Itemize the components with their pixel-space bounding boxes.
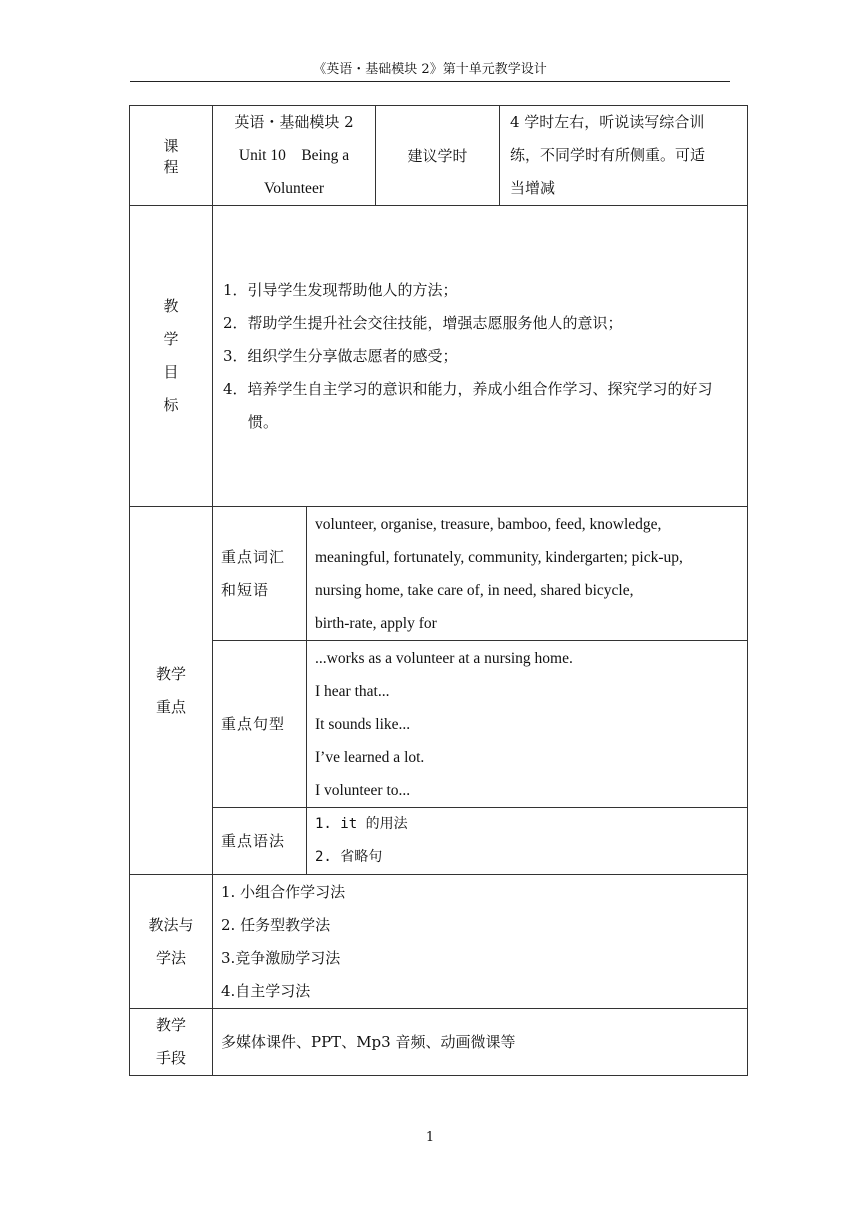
objective-item: 4．培养学生自主学习的意识和能力，养成小组合作学习、探究学习的好习惯。 [223, 379, 713, 431]
course-name [213, 106, 376, 206]
method-item: 3.竞争激励学习法 [221, 948, 341, 967]
key-points-label-line-1: 教学 [155, 664, 186, 683]
methods-label-line-1: 教法与 [148, 915, 194, 934]
objective-item: 2．帮助学生提升社会交往技能，增强志愿服务他人的意识； [223, 313, 623, 332]
hours-line-3: 当增减 [510, 179, 556, 197]
objectives-label-char-4: 标 [163, 396, 179, 414]
objective-item: 3．组织学生分享做志愿者的感受； [223, 346, 458, 365]
sentences-content [307, 641, 748, 808]
vocab-line: meaningful, fortunately, community, kindergarten; pick-up, [315, 548, 683, 566]
grammar-content [307, 808, 748, 875]
sentence-line: It sounds like... [315, 715, 411, 733]
lesson-plan-table [129, 105, 748, 1076]
page-header: 《英语・基础模块 2》第十单元教学设计 [313, 62, 547, 77]
objectives-content [213, 206, 748, 507]
grammar-line: 2. 省略句 [315, 849, 383, 865]
vocab-label [213, 507, 307, 641]
method-item: 2. 任务型教学法 [221, 915, 331, 934]
vocab-line: birth-rate, apply for [315, 614, 437, 632]
page-number: 1 [425, 1130, 435, 1145]
grammar-line: 1. it 的用法 [315, 816, 408, 832]
course-name-line-1: 英语・基础模块 2 [234, 113, 354, 131]
method-item: 1. 小组合作学习法 [221, 882, 346, 901]
vocab-content [307, 507, 748, 641]
course-row [130, 106, 748, 206]
grammar-label: 重点语法 [213, 808, 307, 875]
key-points-label-line-2: 重点 [155, 697, 186, 716]
methods-label [130, 875, 213, 1009]
objectives-list [223, 274, 735, 439]
key-points-label [130, 507, 213, 875]
hours-line-1: 4 学时左右，听说读写综合训 [510, 113, 705, 131]
grammar-row [130, 808, 748, 875]
sentences-label: 重点句型 [213, 641, 307, 808]
objectives-label-char-2: 学 [163, 330, 179, 348]
course-label: 课程 [130, 106, 213, 206]
methods-content [213, 875, 748, 1009]
methods-row [130, 875, 748, 1009]
objectives-label [130, 206, 213, 507]
sentence-line: I’ve learned a lot. [315, 748, 425, 766]
sentence-line: I volunteer to... [315, 781, 411, 799]
hours-value [500, 106, 748, 206]
vocab-line: volunteer, organise, treasure, bamboo, feed, knowledge, [315, 515, 662, 533]
methods-label-line-2: 学法 [155, 948, 186, 967]
media-content: 多媒体课件、PPT、Mp3 音频、动画微课等 [213, 1009, 748, 1076]
hours-label: 建议学时 [376, 106, 500, 206]
media-label-line-1: 教学 [155, 1016, 186, 1034]
objectives-label-char-1: 教 [163, 297, 179, 315]
objectives-row [130, 206, 748, 507]
vocab-label-line-1: 重点词汇 [221, 547, 286, 566]
method-item: 4.自主学习法 [221, 981, 311, 1000]
media-label-line-2: 手段 [155, 1049, 186, 1067]
objective-item: 1．引导学生发现帮助他人的方法； [223, 280, 458, 299]
course-name-line-3: Volunteer [264, 180, 324, 197]
hours-line-2: 练，不同学时有所侧重。可适 [510, 146, 706, 164]
course-name-line-2: Unit 10 Being a [238, 147, 350, 164]
vocab-line: nursing home, take care of, in need, shared bicycle, [315, 581, 634, 599]
media-row [130, 1009, 748, 1076]
media-label [130, 1009, 213, 1076]
sentence-line: I hear that... [315, 682, 390, 700]
header-rule [130, 81, 730, 82]
sentences-row [130, 641, 748, 808]
sentence-line: ...works as a volunteer at a nursing home. [315, 649, 573, 667]
objectives-label-char-3: 目 [163, 363, 179, 381]
vocab-label-line-2: 和短语 [221, 580, 270, 599]
vocab-row [130, 507, 748, 641]
